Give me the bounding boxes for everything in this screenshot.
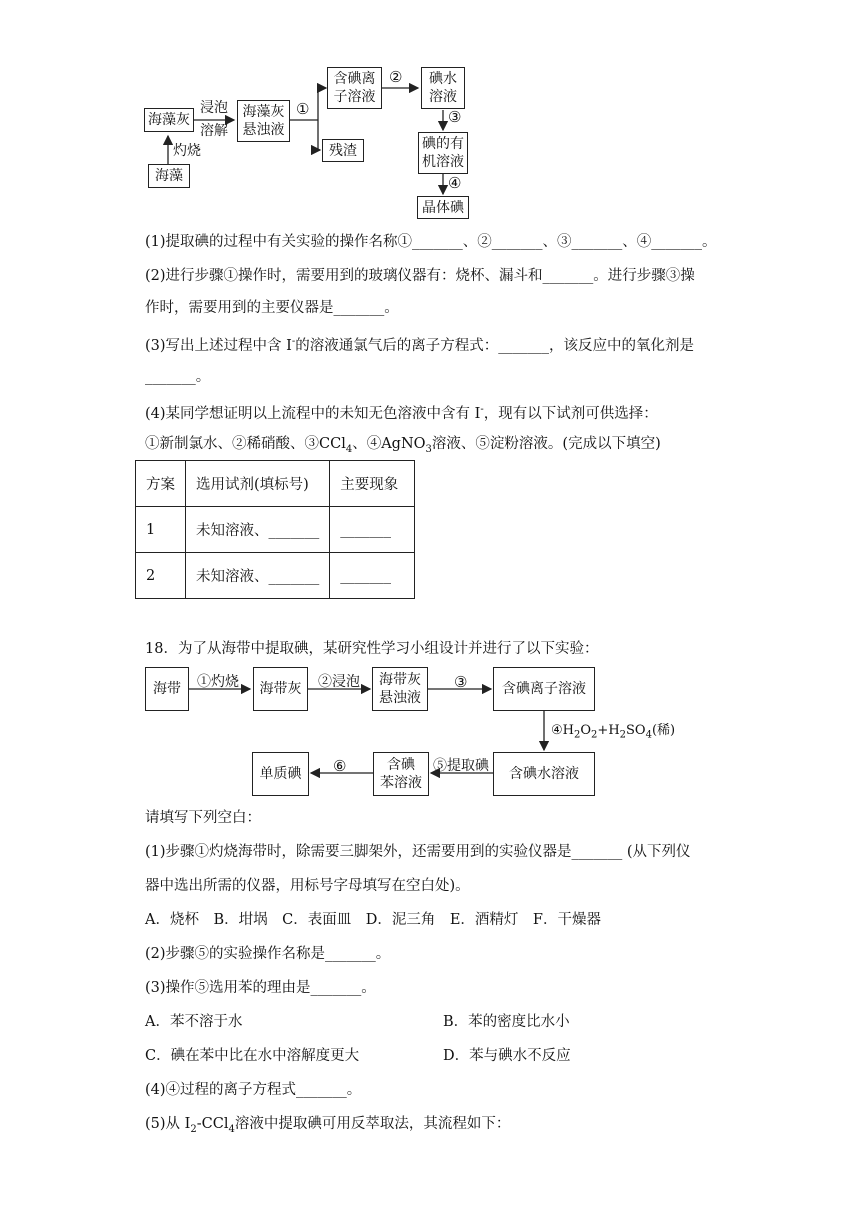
- table-cell: _______: [330, 553, 415, 599]
- label-s1: ①灼烧: [197, 674, 239, 690]
- q18-option-c: C．碘在苯中比在水中溶解度更大: [145, 1048, 360, 1064]
- q18-part3: (3)操作⑤选用苯的理由是_______。: [145, 980, 376, 996]
- label-zhuoshao: 灼烧: [173, 143, 201, 159]
- box-dianshui: 碘水 溶液: [421, 67, 465, 109]
- q18-part1a: (1)步骤①灼烧海带时，除需要三脚架外，还需要用到的实验仪器是_______ (从下列仪: [145, 844, 691, 860]
- label-step4: ④: [448, 174, 462, 192]
- box-ben: 含碘 苯溶液: [373, 752, 429, 796]
- q17-part3b: _______。: [145, 369, 211, 385]
- label-rongjie: 溶解: [200, 123, 228, 139]
- table-header-cell: 主要现象: [330, 461, 415, 507]
- table-header-cell: 方案: [136, 461, 186, 507]
- box-canzha: 残渣: [322, 139, 364, 162]
- box-haidai: 海带: [145, 667, 189, 711]
- label-jinpao: 浸泡: [200, 100, 228, 116]
- label-s6: ⑥: [333, 757, 347, 775]
- box-hanlizi2: 含碘离子溶液: [493, 667, 595, 711]
- q18-part4: (4)④过程的离子方程式_______。: [145, 1082, 362, 1098]
- box-youji: 碘的有 机溶液: [418, 132, 468, 174]
- q17-part3a: (3)写出上述过程中含 I-的溶液通氯气后的离子方程式：_______，该反应中的氧化剂是: [145, 336, 695, 354]
- q18-part1b: 器中选出所需的仪器，用标号字母填写在空白处)。: [145, 878, 470, 894]
- q18-option-b: B．苯的密度比水小: [443, 1014, 570, 1030]
- q17-part2a: (2)进行步骤①操作时，需要用到的玻璃仪器有：烧杯、漏斗和_______。进行步骤③操: [145, 268, 695, 284]
- table-cell: 未知溶液、_______: [186, 507, 330, 553]
- table-cell: 1: [136, 507, 186, 553]
- box-hanshui: 含碘水溶液: [493, 752, 595, 796]
- label-s4: $④H_2O_2+H_2SO_4$(稀): [551, 723, 676, 741]
- q18-option-d: D．苯与碘水不反应: [443, 1048, 571, 1064]
- q17-part1: (1)提取碘的过程中有关实验的操作名称①_______、②_______、③_______、④_______。: [145, 234, 717, 250]
- box-hanlizi: 含碘离 子溶液: [327, 67, 382, 109]
- q17-part2b: 作时，需要用到的主要仪器是_______。: [145, 300, 399, 316]
- label-step1: ①: [296, 100, 310, 118]
- table-cell: _______: [330, 507, 415, 553]
- label-s5: ⑤提取碘: [433, 758, 489, 774]
- label-s3: ③: [454, 673, 468, 691]
- table-cell: 2: [136, 553, 186, 599]
- q18-part1-options: A．烧杯 B．坩埚 C．表面皿 D．泥三角 E．酒精灯 F．干燥器: [145, 912, 601, 928]
- q18-part2: (2)步骤⑤的实验操作名称是_______。: [145, 946, 391, 962]
- label-s2: ②浸泡: [318, 674, 360, 690]
- box-jingti: 晶体碘: [417, 196, 469, 219]
- q18-option-a: A．苯不溶于水: [145, 1014, 243, 1030]
- table-cell: 未知溶液、_______: [186, 553, 330, 599]
- q18-part5: (5)从 $I_2-CCl_4$溶液中提取碘可用反萃取法，其流程如下：: [145, 1116, 511, 1135]
- q17-part4b: ①新制氯水、②稀硝酸、③CCl$_4$、④AgNO$_3$溶液、⑤淀粉溶液。(完成以下填空): [145, 436, 661, 455]
- table-header-cell: 选用试剂(填标号): [186, 461, 330, 507]
- box-danzhi: 单质碘: [252, 752, 309, 796]
- q17-part4a: (4)某同学想证明以上流程中的未知无色溶液中含有 I-，现有以下试剂可供选择：: [145, 404, 658, 422]
- label-step3: ③: [448, 108, 462, 126]
- box-haizao: 海藻: [148, 164, 190, 188]
- box-haizaohui: 海藻灰: [144, 108, 194, 132]
- q18-intro: 18．为了从海带中提取碘，某研究性学习小组设计并进行了以下实验：: [145, 641, 599, 657]
- box-xuanzhuoye: 海藻灰 悬浊液: [237, 100, 290, 142]
- box-haidaihui: 海带灰: [253, 667, 308, 711]
- q18-fill: 请填写下列空白：: [145, 810, 261, 826]
- label-step2: ②: [389, 68, 403, 86]
- box-xz: 海带灰 悬浊液: [372, 667, 428, 711]
